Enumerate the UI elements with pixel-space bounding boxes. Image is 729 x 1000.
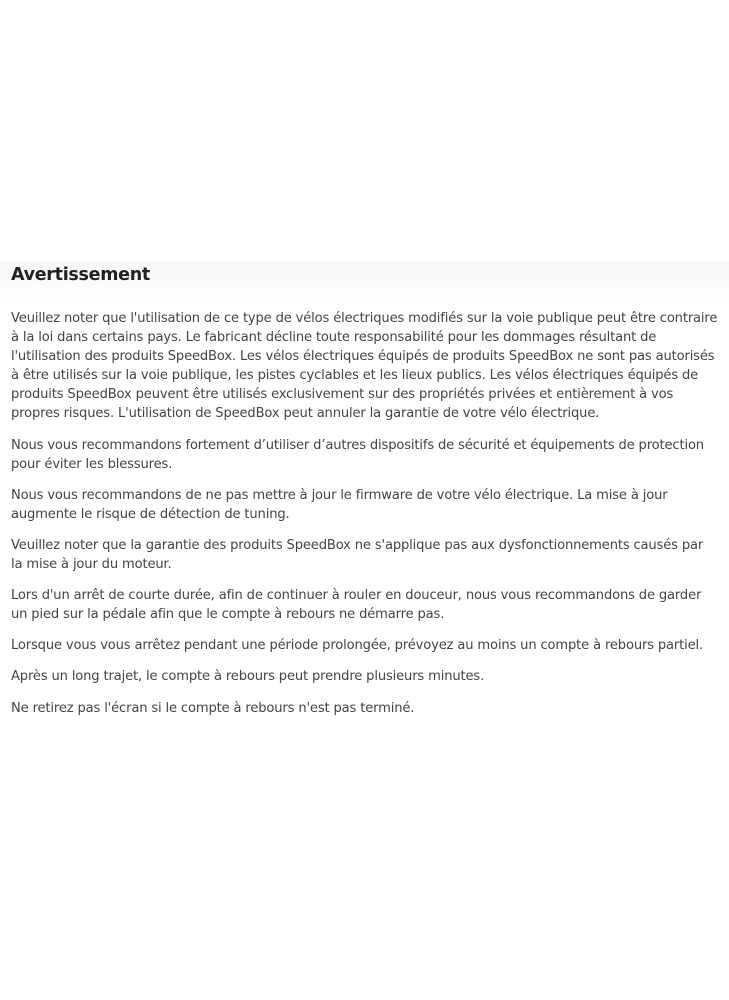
warning-paragraph-long-ride: Après un long trajet, le compte à rebours peut prendre plusieurs minutes. <box>11 669 485 685</box>
warning-title: Avertissement <box>11 265 150 285</box>
warning-section <box>0 262 729 718</box>
warning-body <box>11 287 718 718</box>
warning-paragraph-legal: Veuillez noter que l'utilisation de ce type de vélos électriques modifiés sur la voie publique peut être contraire à la loi dans certains pays. Le fabricant décline toute responsabilité pour les dommages résultant de l'utilisation des produits SpeedBox. Les vélos électriques équipés de produits SpeedBox ne sont pas autorisés à être utilisés sur la voie publique, les pistes cyclables et les lieux publics. Les vélos électriques équipés de produits SpeedBox peuvent être utilisés exclusivement sur des propriétés privées et entièrement à vos propres risques. L'utilisation de SpeedBox peut annuler la garantie de votre vélo électrique. <box>11 311 718 422</box>
warning-paragraph-guarantee: Veuillez noter que la garantie des produits SpeedBox ne s'applique pas aux dysfonctionnements causés par la mise à jour du moteur. <box>11 537 704 573</box>
warning-paragraph-firmware: Nous vous recommandons de ne pas mettre à jour le firmware de votre vélo électrique. La mise à jour augmente le risque de détection de tuning. <box>11 487 668 522</box>
warning-paragraph-long-stop: Lorsque vous vous arrêtez pendant une période prolongée, prévoyez au moins un compte à rebours partiel. <box>11 638 704 654</box>
top-blank-area <box>0 0 729 262</box>
warning-paragraph-screen: Ne retirez pas l'écran si le compte à rebours n'est pas terminé. <box>11 700 415 716</box>
warning-paragraph-short-stop: Lors d'un arrêt de courte durée, afin de continuer à rouler en douceur, nous vous recommandons de garder un pied sur la pédale afin que le compte à rebours ne démarre pas. <box>11 588 702 623</box>
warning-paragraph-safety: Nous vous recommandons fortement d’utiliser d’autres dispositifs de sécurité et équipements de protection pour éviter les blessures. <box>11 437 704 472</box>
